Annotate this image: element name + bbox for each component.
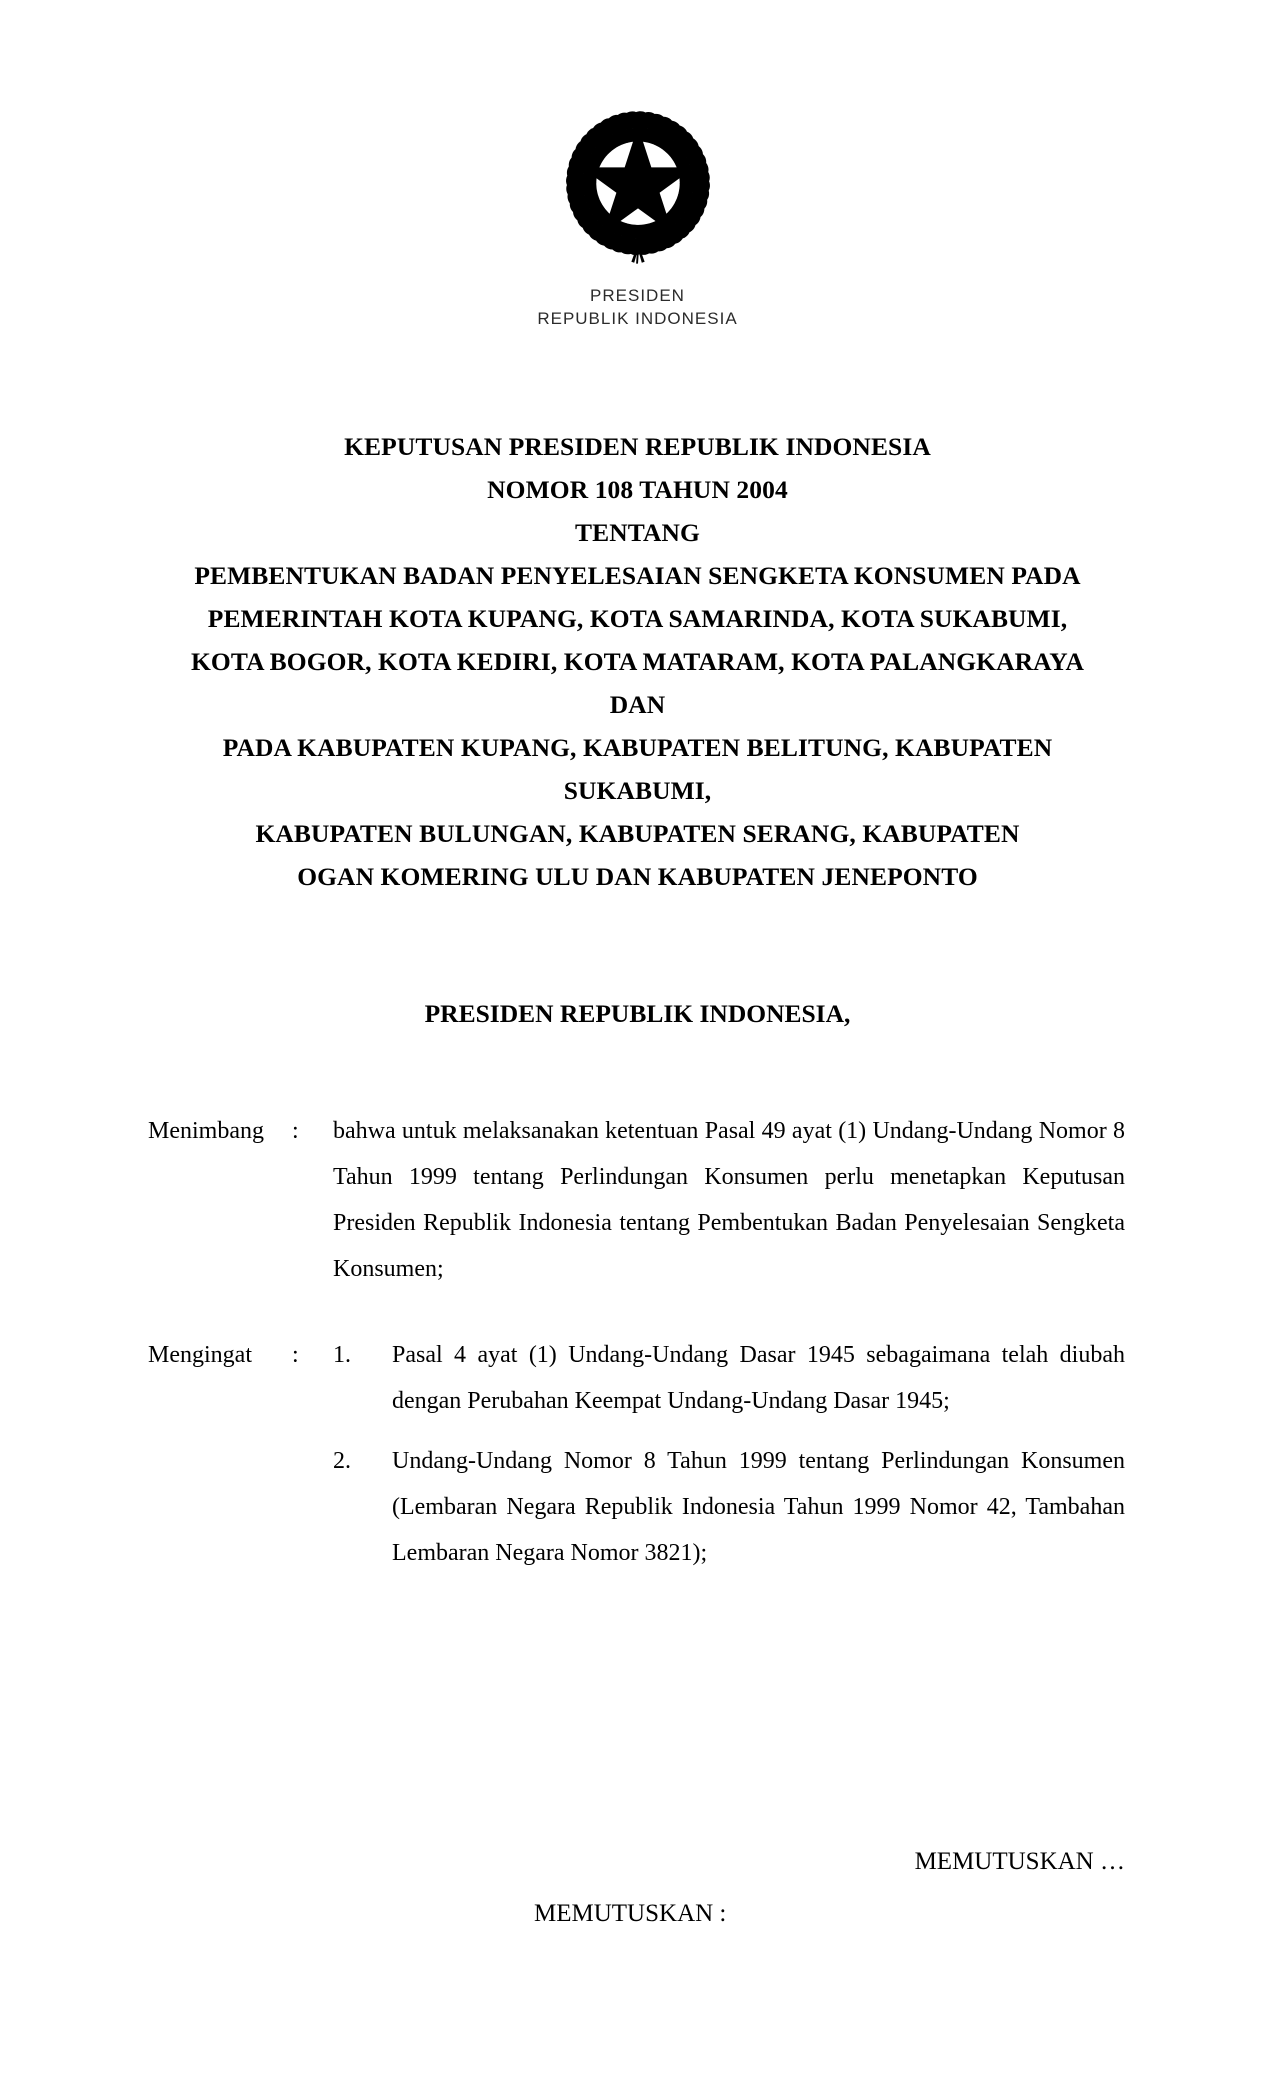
menimbang-label: Menimbang	[148, 1118, 264, 1144]
mengingat-item-number: 2.	[333, 1448, 351, 1474]
mengingat-label: Mengingat	[148, 1342, 252, 1368]
decision-heading: MEMUTUSKAN :	[534, 1900, 727, 1927]
page-catchword: MEMUTUSKAN …	[914, 1848, 1125, 1875]
menimbang-colon: :	[292, 1118, 299, 1144]
title-line-subject-4: PADA KABUPATEN KUPANG, KABUPATEN BELITUNG, KABUPATEN	[222, 733, 1053, 762]
mengingat-item	[333, 1438, 1125, 1576]
mengingat-clause	[148, 1332, 1125, 1576]
mengingat-item-text: Undang-Undang Nomor 8 Tahun 1999 tentang Perlindungan Konsumen (Lembaran Negara Republik Indonesia Tahun 1999 Nomor 42, Tambahan Lembaran Negara Nomor 3821);	[392, 1448, 1125, 1566]
title-line-number-year: NOMOR 108 TAHUN 2004	[487, 475, 788, 504]
authority-heading: PRESIDEN REPUBLIK INDONESIA,	[424, 999, 851, 1028]
letterhead-caption	[0, 284, 1275, 330]
title-line-subject-6: KABUPATEN BULUNGAN, KABUPATEN SERANG, KABUPATEN	[255, 819, 1020, 848]
title-line-subject-3: KOTA BOGOR, KOTA KEDIRI, KOTA MATARAM, KOTA PALANGKARAYA	[191, 647, 1084, 676]
mengingat-item-number: 1.	[333, 1342, 351, 1368]
title-line-subject-5: SUKABUMI,	[563, 776, 712, 805]
menimbang-body: bahwa untuk melaksanakan ketentuan Pasal 49 ayat (1) Undang-Undang Nomor 8 Tahun 1999 tentang Perlindungan Konsumen perlu menetapkan Keputusan Presiden Republik Indonesia tentang Pembentukan Badan Penyelesaian Sengketa Konsumen;	[333, 1118, 1125, 1282]
title-line-dan: DAN	[609, 690, 666, 719]
mengingat-colon: :	[292, 1342, 299, 1368]
clause-area	[148, 1108, 1125, 1616]
title-line-subject-7: OGAN KOMERING ULU DAN KABUPATEN JENEPONTO	[297, 862, 978, 891]
title-line-tentang: TENTANG	[575, 518, 700, 547]
title-line-decree-type: KEPUTUSAN PRESIDEN REPUBLIK INDONESIA	[344, 432, 931, 461]
title-line-subject-1: PEMBENTUKAN BADAN PENYELESAIAN SENGKETA KONSUMEN PADA	[194, 561, 1081, 590]
letterhead-caption-line-2: REPUBLIK INDONESIA	[537, 309, 738, 328]
mengingat-item	[333, 1332, 1125, 1424]
title-line-subject-2: PEMERINTAH KOTA KUPANG, KOTA SAMARINDA, KOTA SUKABUMI,	[207, 604, 1068, 633]
menimbang-clause	[148, 1108, 1125, 1292]
document-title-block	[63, 425, 1212, 898]
letterhead	[0, 96, 1275, 330]
letterhead-caption-line-1: PRESIDEN	[590, 286, 685, 305]
mengingat-body	[333, 1332, 1125, 1576]
mengingat-item-text: Pasal 4 ayat (1) Undang-Undang Dasar 1945 sebagaimana telah diubah dengan Perubahan Keempat Undang-Undang Dasar 1945;	[392, 1342, 1125, 1414]
indonesian-presidential-seal-icon	[543, 96, 733, 276]
